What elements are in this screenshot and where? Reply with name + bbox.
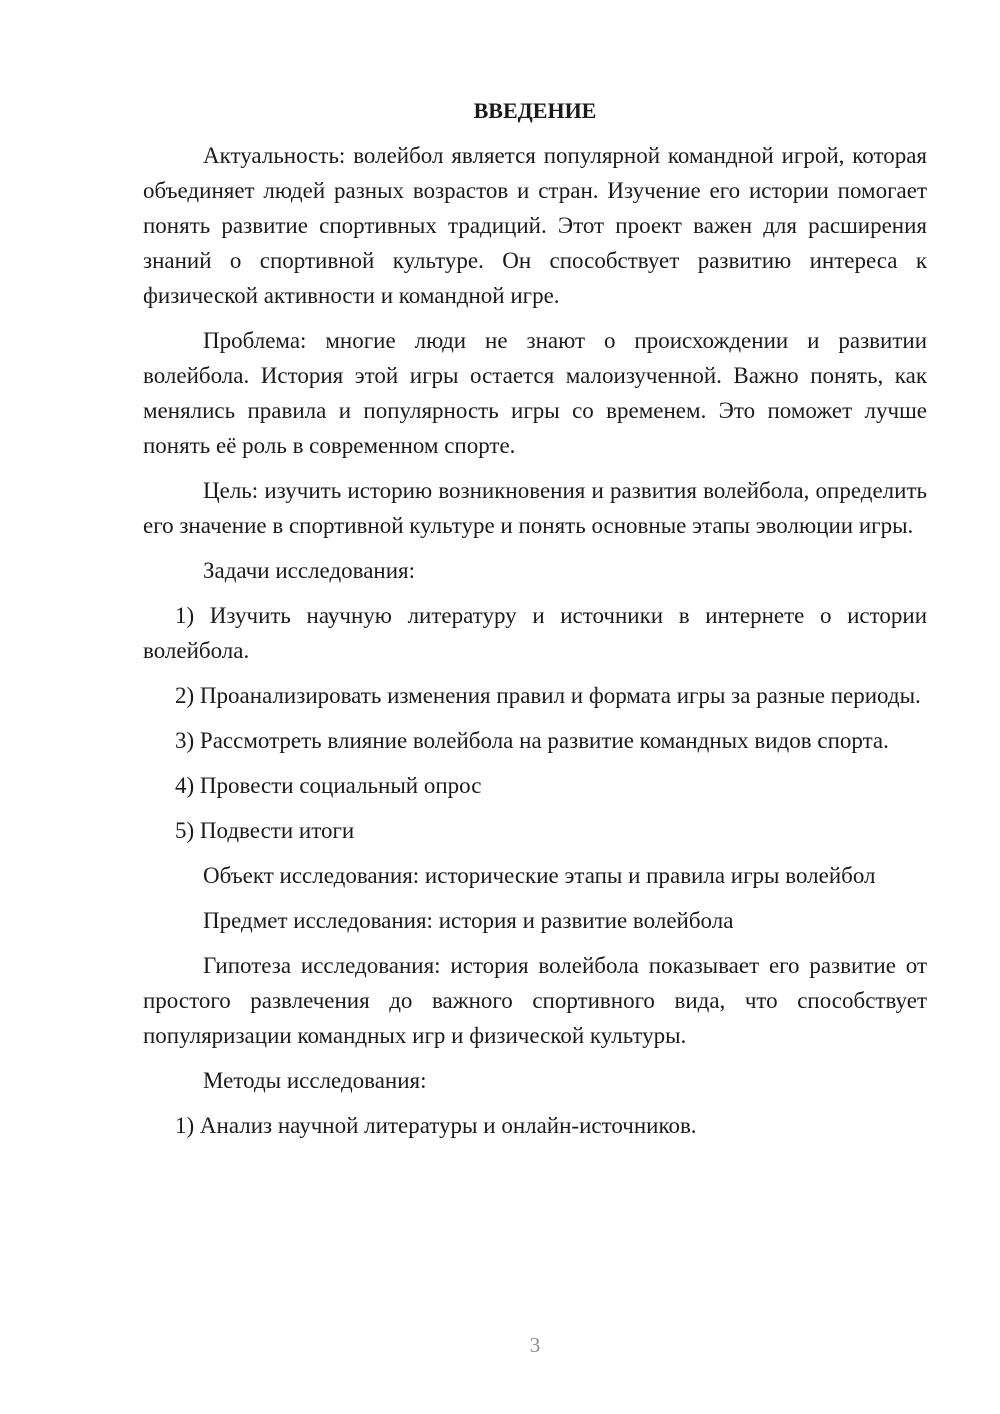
paragraph-relevance: Актуальность: волейбол является популярной командной игрой, которая объединяет людей разных возрастов и стран. Изучение его истории помогает понять развитие спортивных традиций. Этот проект важен для расширения знаний о спортивной культуре. Он способствует развитию интереса к физической активности и командной игре.	[143, 143, 927, 308]
task-item-4: 4) Провести социальный опрос	[175, 773, 482, 798]
paragraph-problem: Проблема: многие люди не знают о происхождении и развитии волейбола. История этой игры остается малоизученной. Важно понять, как менялись правила и популярность игры со временем. Это поможет лучше понять её роль в современном спорте.	[143, 328, 927, 458]
page-number: 3	[529, 1333, 541, 1357]
paragraph-hypothesis: Гипотеза исследования: история волейбола показывает его развитие от простого развлечения до важного спортивного вида, что способствует популяризации командных игр и физической культуры.	[143, 953, 927, 1048]
document-body	[143, 94, 927, 1153]
task-item-5: 5) Подвести итоги	[175, 818, 355, 843]
method-item-1: 1) Анализ научной литературы и онлайн-источников.	[175, 1113, 697, 1138]
paragraph-subject: Предмет исследования: история и развитие волейбола	[203, 908, 734, 933]
task-item-1: 1) Изучить научную литературу и источники в интернете о истории волейбола.	[143, 603, 927, 663]
paragraph-object: Объект исследования: исторические этапы и правила игры волейбол	[203, 863, 876, 888]
tasks-heading: Задачи исследования:	[203, 558, 416, 583]
paragraph-goal: Цель: изучить историю возникновения и развития волейбола, определить его значение в спортивной культуре и понять основные этапы эволюции игры.	[143, 478, 927, 538]
methods-heading: Методы исследования:	[203, 1068, 427, 1093]
page-title: ВВЕДЕНИЕ	[473, 98, 597, 123]
task-item-2: 2) Проанализировать изменения правил и формата игры за разные периоды.	[175, 683, 921, 708]
task-item-3: 3) Рассмотреть влияние волейбола на развитие командных видов спорта.	[175, 728, 889, 753]
